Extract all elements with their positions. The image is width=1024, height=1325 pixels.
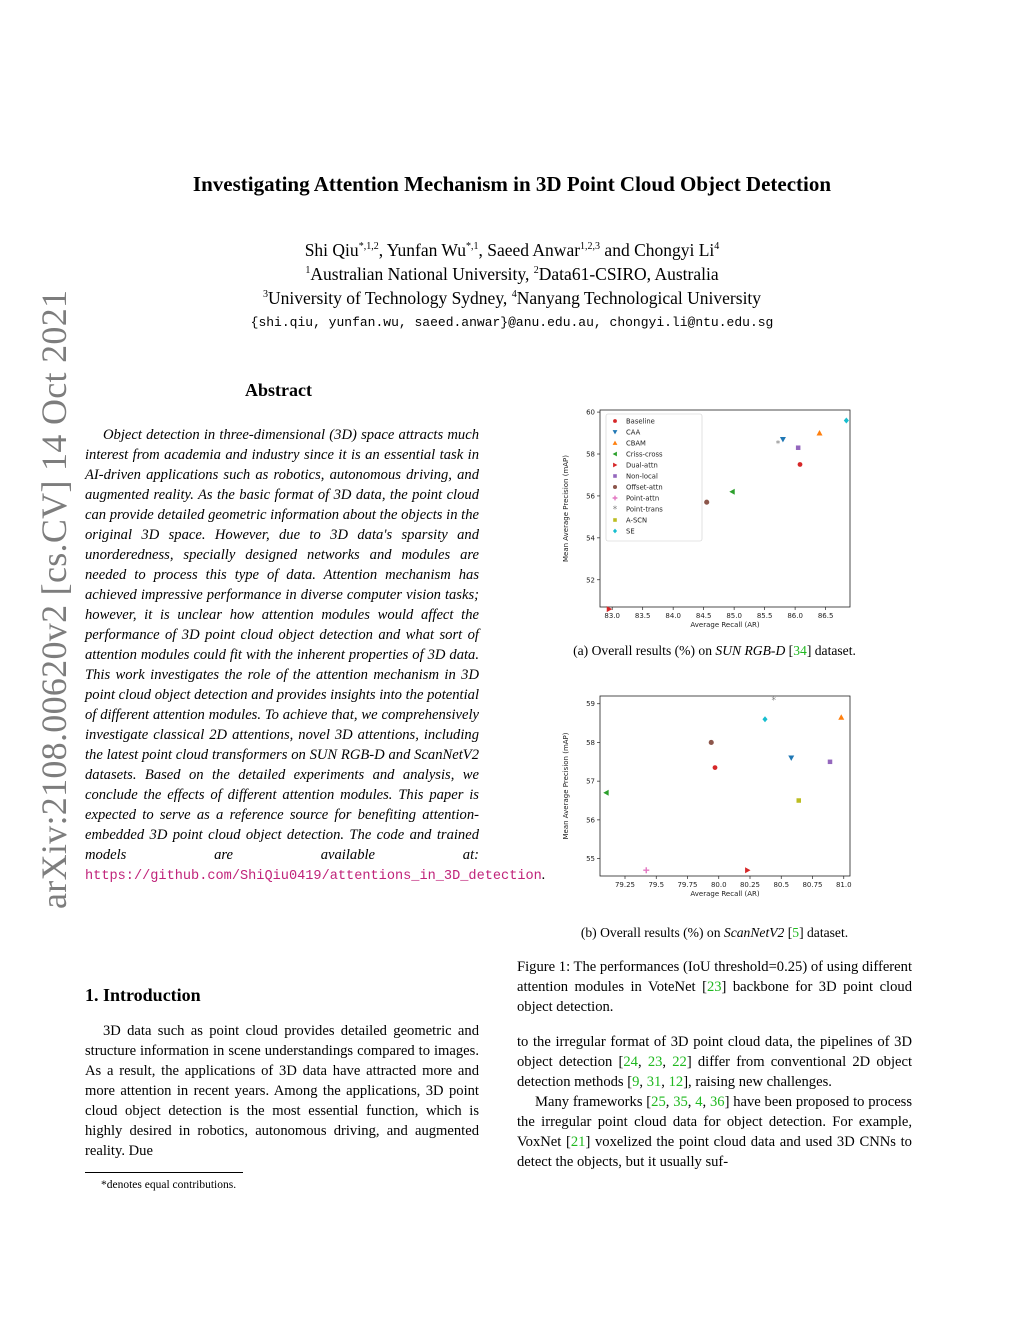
ref-link[interactable]: 9: [632, 1074, 640, 1090]
x-tick-label: 85.5: [756, 612, 773, 620]
ref-link[interactable]: 23: [647, 1054, 663, 1070]
scatter-plot-a: [555, 402, 855, 634]
data-point: [797, 798, 802, 803]
ref-link[interactable]: 22: [672, 1054, 687, 1070]
para-text: ] have been proposed to process the irregular point cloud data for object detection. For example, VoxNet [: [517, 1094, 913, 1150]
data-point: [603, 790, 608, 796]
y-tick-label: 56: [586, 492, 595, 501]
sep: ,: [639, 1074, 647, 1090]
author-name: , Yunfan Wu: [378, 240, 466, 260]
x-tick-label: 80.25: [739, 881, 761, 889]
ref-link[interactable]: 21: [570, 1134, 586, 1150]
subcap-text: [: [784, 925, 793, 940]
legend-marker: [613, 518, 617, 522]
author-name: and Chongyi Li: [600, 240, 715, 260]
legend-label: Point-attn: [626, 494, 660, 503]
x-axis-label: Average Recall (AR): [690, 890, 760, 898]
data-point: [788, 756, 794, 761]
data-point: *: [771, 695, 776, 706]
subcap-text: ] dataset.: [799, 925, 849, 940]
x-tick-label: 84.5: [695, 612, 712, 620]
figure-caption: [517, 957, 912, 1017]
x-tick-label: 79.25: [614, 881, 636, 889]
legend-label: Point-trans: [626, 505, 663, 514]
abstract-end: .: [541, 867, 546, 883]
ref-link[interactable]: 12: [668, 1074, 684, 1090]
y-tick-label: 54: [586, 534, 595, 543]
legend-label: CBAM: [626, 439, 646, 448]
data-point: [704, 500, 709, 505]
sep: ,: [665, 1094, 674, 1110]
affil-text: Australian National University,: [310, 264, 534, 284]
para-text: ] differ from conventional 2D object detection methods [: [517, 1054, 913, 1090]
y-tick-label: 55: [586, 855, 595, 864]
affil-sup: 3: [262, 289, 268, 301]
x-tick-label: 80.75: [802, 881, 823, 889]
caption-text: ] backbone for 3D point cloud object detection.: [517, 979, 912, 1015]
abstract-body: [85, 425, 546, 887]
paragraph: [517, 1092, 912, 1172]
plot-frame: [600, 696, 850, 876]
ref-link[interactable]: 23: [706, 979, 722, 995]
data-point: [709, 740, 714, 745]
sep: ,: [637, 1054, 648, 1070]
x-tick-label: 86.5: [817, 612, 834, 620]
subcap-text: (b) Overall results (%) on: [580, 925, 724, 940]
y-tick-label: 52: [586, 576, 595, 585]
data-point: [828, 760, 833, 765]
x-tick-label: 80.0: [710, 881, 727, 889]
data-point: [729, 489, 734, 495]
x-tick-label: 83.5: [634, 612, 651, 620]
affiliation-line: [0, 264, 1024, 285]
intro-heading: 1. Introduction: [85, 985, 201, 1005]
data-point: [762, 716, 767, 722]
affil-text: Data61-CSIRO, Australia: [538, 264, 719, 284]
x-tick-label: 84.0: [665, 612, 681, 620]
caption-text: Figure 1: The performances (IoU threshold=0.25) of using different attention modules in VoteNet [: [517, 959, 912, 995]
legend-label: Baseline: [626, 417, 655, 426]
para-text: Many frameworks [: [535, 1094, 652, 1110]
subcap-dataset: ScanNetV2: [723, 925, 785, 940]
ref-link[interactable]: 25: [651, 1094, 666, 1110]
sep: ,: [687, 1094, 696, 1110]
intro-body: 3D data such as point cloud provides detailed geometric and structure information in scene understandings compared to images. As a result, the applications of 3D data have attracted more and more attention in recent years. Among the applications, 3D point cloud object detection is the most essential function, which is highly desired in robotics, autonomous driving, and augmented reality. Due: [85, 1023, 479, 1159]
y-tick-label: 60: [586, 408, 595, 417]
code-link[interactable]: https://github.com/ShiQiu0419/attentions_in_3D_detection: [85, 869, 542, 884]
legend-label: Dual-attn: [626, 461, 658, 470]
subcaption-a: [517, 643, 912, 659]
sep: ,: [662, 1054, 673, 1070]
affil-text: Nanyang Technological University: [516, 288, 762, 308]
x-tick-label: 79.5: [648, 881, 665, 889]
x-tick-label: 79.75: [677, 881, 698, 889]
affil-sup: 1: [305, 265, 311, 277]
chart-scannet: [555, 692, 855, 914]
right-column-body: [517, 1032, 912, 1172]
y-axis-label: Mean Average Precision (mAP): [562, 454, 570, 563]
x-tick-label: 86.0: [787, 612, 803, 620]
legend-label: Non-local: [626, 472, 658, 481]
legend-marker: [613, 485, 617, 489]
author-sup: *,1: [465, 241, 479, 253]
ref-link[interactable]: 34: [793, 643, 807, 658]
para-text: ], raising new challenges.: [683, 1074, 832, 1090]
x-tick-label: 83.0: [604, 612, 620, 620]
author-name: , Saeed Anwar: [478, 240, 581, 260]
ref-link[interactable]: 35: [673, 1094, 688, 1110]
subcap-dataset: SUN RGB-D: [715, 643, 786, 658]
abstract-text: Object detection in three-dimensional (3D) space attracts much interest from academia and industry since it is an essential task in AI-driven applications such as robotics, autonomous driving, and augmented reality. As the basic format of 3D data, the point cloud can provide detailed geometric information about the objects in the original 3D space. However, due to 3D data's sparsity and unorderedness, specially designed networks and modules are needed to process this type of data. Attention mechanism has achieved impressive performance in diverse computer vision tasks; however, it is unclear how attention modules would affect the performance of 3D point cloud object detection and what sort of attention modules could fit with the inherent properties of 3D data. This work investigates the role of the attention mechanism in 3D point cloud object detection and provides insights into the potential of different attention modules. To achieve that, we comprehensively investigate classical 2D attentions, novel 3D attentions, including the latest point cloud transformers on SUN RGB-D and ScanNetV2 datasets. Based on the detailed experiments and analysis, we conclude the effects of different attention modules. This paper is expected to serve as a reference source for benefiting attention-embedded 3D point cloud object detection. The code and trained models are available at:: [85, 427, 479, 863]
y-tick-label: 56: [586, 816, 595, 825]
sep: ,: [702, 1094, 710, 1110]
footnote-rule: [85, 1172, 243, 1173]
y-tick-label: 58: [586, 450, 595, 459]
data-point: [844, 417, 849, 423]
author-sup: 1,2,3: [580, 241, 601, 253]
arxiv-stamp: arXiv:2108.00620v2 [cs.CV] 14 Oct 2021: [34, 289, 74, 909]
x-tick-label: 81.0: [835, 881, 852, 889]
y-axis-label: Mean Average Precision (mAP): [562, 732, 570, 840]
y-tick-label: 58: [586, 738, 595, 747]
x-tick-label: 85.0: [726, 612, 742, 620]
ref-link[interactable]: 5: [792, 925, 800, 940]
data-point: [798, 462, 803, 467]
data-point: [796, 445, 801, 450]
chart-sunrgbd: [555, 402, 855, 634]
legend-marker: [613, 419, 617, 423]
data-point: *: [775, 439, 781, 450]
subcap-text: [: [785, 643, 794, 658]
paper-title: Investigating Attention Mechanism in 3D Point Cloud Object Detection: [192, 172, 832, 196]
x-tick-label: 80.5: [773, 881, 790, 889]
legend-label: A-SCN: [626, 516, 648, 525]
ref-link[interactable]: 36: [709, 1094, 725, 1110]
para-text: to the irregular format of 3D point cloud data, the pipelines of 3D object detection [: [517, 1034, 912, 1070]
author-emails: {shi.qiu, yunfan.wu, saeed.anwar}@anu.edu.au, chongyi.li@ntu.edu.sg: [250, 315, 774, 330]
y-tick-label: 59: [586, 700, 595, 709]
author-sup: *,1,2: [358, 241, 379, 253]
data-point: [745, 867, 750, 873]
abstract-heading: Abstract: [245, 380, 312, 400]
legend-label: CAA: [626, 428, 641, 437]
subcap-text: (a) Overall results (%) on: [573, 643, 716, 658]
para-text: ] voxelized the point cloud data and used 3D CNNs to detect the objects, but it usually suf-: [517, 1134, 912, 1170]
legend-label: Offset-attn: [626, 483, 663, 492]
affiliation-line: [0, 288, 1024, 309]
legend-marker: *: [612, 505, 618, 515]
affil-text: University of Technology Sydney,: [267, 288, 512, 308]
data-point: [713, 765, 718, 770]
author-list: [0, 240, 1024, 261]
legend-marker: [613, 474, 617, 478]
paragraph: [517, 1032, 912, 1092]
author-sup: 4: [714, 241, 720, 253]
data-point: [817, 430, 823, 435]
sep: ,: [661, 1074, 669, 1090]
subcap-text: ] dataset.: [806, 643, 856, 658]
footnote: *denotes equal contributions.: [101, 1179, 237, 1191]
legend-label: SE: [626, 527, 635, 536]
scatter-plot-b: [555, 692, 855, 914]
affil-sup: 4: [511, 289, 517, 301]
x-axis-label: Average Recall (AR): [690, 621, 760, 629]
author-name: Shi Qiu: [304, 240, 359, 260]
ref-link[interactable]: 31: [646, 1074, 662, 1090]
y-tick-label: 57: [586, 777, 595, 786]
data-point: [643, 867, 649, 873]
data-point: [838, 714, 844, 719]
legend-label: Criss-cross: [626, 450, 663, 459]
subcaption-b: [517, 925, 912, 941]
data-point: [780, 437, 786, 442]
affil-sup: 2: [533, 265, 539, 277]
ref-link[interactable]: 24: [623, 1054, 638, 1070]
ref-link[interactable]: 4: [695, 1094, 703, 1110]
